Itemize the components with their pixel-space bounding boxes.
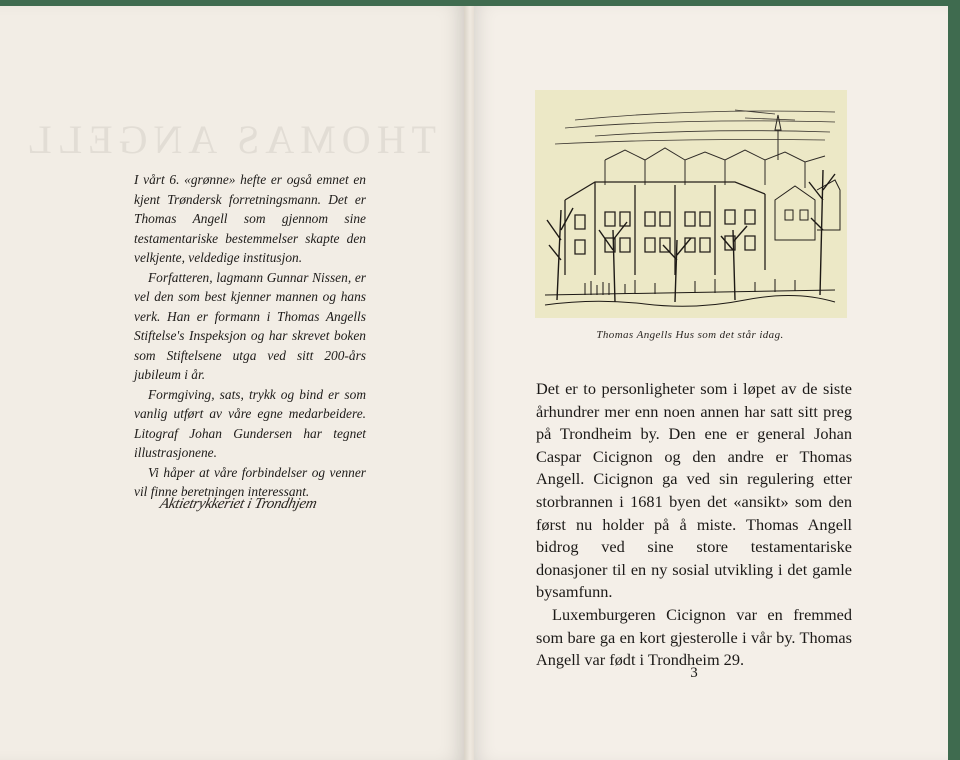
foreword-text [134, 170, 366, 502]
chapter-text [536, 378, 852, 672]
book-gutter [464, 6, 474, 760]
chapter-paragraph: Luxemburgeren Cicignon var en fremmed som bare ga en kort gjesterolle i vår by. Thomas Angell var født i Trondheim 29. [536, 604, 852, 670]
foreword-paragraph: Forfatteren, lagmann Gunnar Nissen, er vel den som best kjenner mannen og hans verk. Han er formann i Thomas Angells Stiftelse's Inspeksjon og har skrevet boken som Stiftelsene utga ved sitt 200-års jubileum i år. [134, 269, 366, 382]
publisher-signature: Aktietrykkeriet i Trondhjem [158, 496, 319, 512]
chapter-paragraph: Det er to personligheter som i løpet av de siste århundrer mer enn noen annen har satt sitt preg på Trondheim by. Den ene er general Johan Caspar Cicignon og den andre er Thomas Angell. Cicignon ga ved sin regulering etter storbrannen i 1681 byen det «ansikt» som den først nu holder på å miste. Thomas Angell bidrog ved sine store testamentariske donasjoner til en ny sosial utvikling i det gamle bysamfunn. [536, 379, 852, 602]
page-number: 3 [690, 665, 698, 681]
town-lithograph-icon [535, 90, 847, 318]
foreword-paragraph: Formgiving, sats, trykk og bind er som vanlig utført av våre egne medarbeidere. Litograf Johan Gundersen har tegnet illustrasjonene. [134, 386, 366, 460]
foreword-paragraph: I vårt 6. «grønne» hefte er også emnet en kjent Trøndersk forretningsmann. Det er Thomas Angell som gjennom sine testamentariske bestemmelser skapte den velkjente, veldedige institusjon. [134, 172, 366, 265]
foreword-paragraph: Vi håper at våre forbindelser og venner vil finne beretningen interessant. [134, 464, 366, 499]
illustration-caption: Thomas Angells Hus som det står idag. [596, 329, 784, 341]
show-through-title: THOMAS ANGELL [21, 117, 436, 162]
